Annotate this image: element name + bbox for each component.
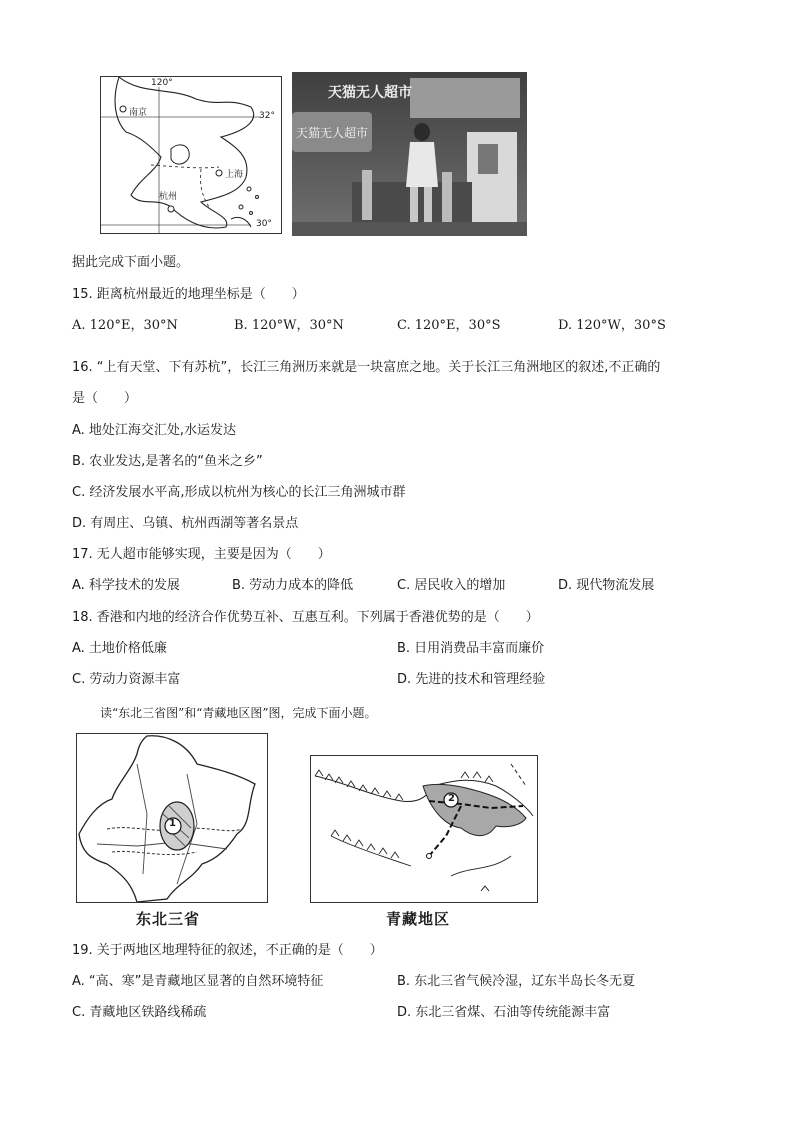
q16-option-a: A. 地处江海交汇处,水运发达 xyxy=(72,423,237,438)
yangtze-delta-map xyxy=(100,76,282,234)
q17-option-a: A. 科学技术的发展 xyxy=(72,578,180,593)
q16-stem-line1: 16. “上有天堂、下有苏杭”，长江三角洲历来就是一块富庶之地。关于长江三角洲地区的叙述,不正确的 xyxy=(72,360,661,375)
photo-sign-top: 天猫无人超市 xyxy=(328,85,412,101)
q19-stem: 19. 关于两地区地理特征的叙述，不正确的是（ ） xyxy=(72,943,383,958)
qinghai-tibet-map xyxy=(310,755,538,903)
q16-option-b: B. 农业发达,是著名的“鱼米之乡” xyxy=(72,454,263,469)
q18-option-d: D. 先进的技术和管理经验 xyxy=(397,672,546,687)
q16-option-c: C. 经济发展水平高,形成以杭州为核心的长江三角洲城市群 xyxy=(72,485,406,500)
qinghai-tibet-map-drawing xyxy=(311,756,537,902)
q15-option-d: D. 120°W，30°S xyxy=(558,318,666,333)
q17-option-b: B. 劳动力成本的降低 xyxy=(232,578,354,593)
q15-stem: 15. 距离杭州最近的地理坐标是（ ） xyxy=(72,287,305,302)
q16-stem-line2: 是（ ） xyxy=(72,391,138,406)
lat-30-label: 30° xyxy=(256,219,272,229)
q15-option-a: A. 120°E，30°N xyxy=(72,318,178,333)
hangzhou-label: 杭州 xyxy=(159,192,178,202)
q17-option-d: D. 现代物流发展 xyxy=(558,578,655,593)
q19-option-d: D. 东北三省煤、石油等传统能源丰富 xyxy=(397,1005,611,1020)
intro-text: 据此完成下面小题。 xyxy=(72,255,190,270)
q17-stem: 17. 无人超市能够实现，主要是因为（ ） xyxy=(72,547,331,562)
q16-option-d: D. 有周庄、乌镇、杭州西湖等著名景点 xyxy=(72,516,299,531)
q18-stem: 18. 香港和内地的经济合作优势互补、互惠互利。下列属于香港优势的是（ ） xyxy=(72,610,539,625)
shanghai-label: 上海 xyxy=(225,170,244,180)
northeast-map xyxy=(76,733,268,903)
yangtze-delta-map-drawing xyxy=(101,77,281,233)
q19-option-b: B. 东北三省气候冷湿，辽东半岛长冬无夏 xyxy=(397,974,636,989)
lon-120-label: 120° xyxy=(151,78,173,88)
unmanned-supermarket-photo xyxy=(292,72,527,236)
nanjing-label: 南京 xyxy=(129,108,148,118)
lat-32-label: 32° xyxy=(259,111,275,121)
northeast-caption: 东北三省 xyxy=(136,910,201,928)
q17-option-c: C. 居民收入的增加 xyxy=(397,578,506,593)
intro2-text: 读“东北三省图”和“青藏地区图”图，完成下面小题。 xyxy=(100,706,377,720)
qinghai-tibet-marker: 2 xyxy=(448,793,455,804)
northeast-marker: 1 xyxy=(169,818,176,829)
q18-option-a: A. 土地价格低廉 xyxy=(72,641,167,656)
q18-option-c: C. 劳动力资源丰富 xyxy=(72,672,181,687)
q19-option-c: C. 青藏地区铁路线稀疏 xyxy=(72,1005,207,1020)
q18-option-b: B. 日用消费品丰富而廉价 xyxy=(397,641,545,656)
q15-option-b: B. 120°W，30°N xyxy=(234,318,344,333)
q19-option-a: A. “高、寒”是青藏地区显著的自然环境特征 xyxy=(72,974,324,989)
photo-sign-side: 天猫无人超市 xyxy=(296,126,369,140)
qinghai-tibet-caption: 青藏地区 xyxy=(386,910,451,928)
q15-option-c: C. 120°E，30°S xyxy=(397,318,501,333)
